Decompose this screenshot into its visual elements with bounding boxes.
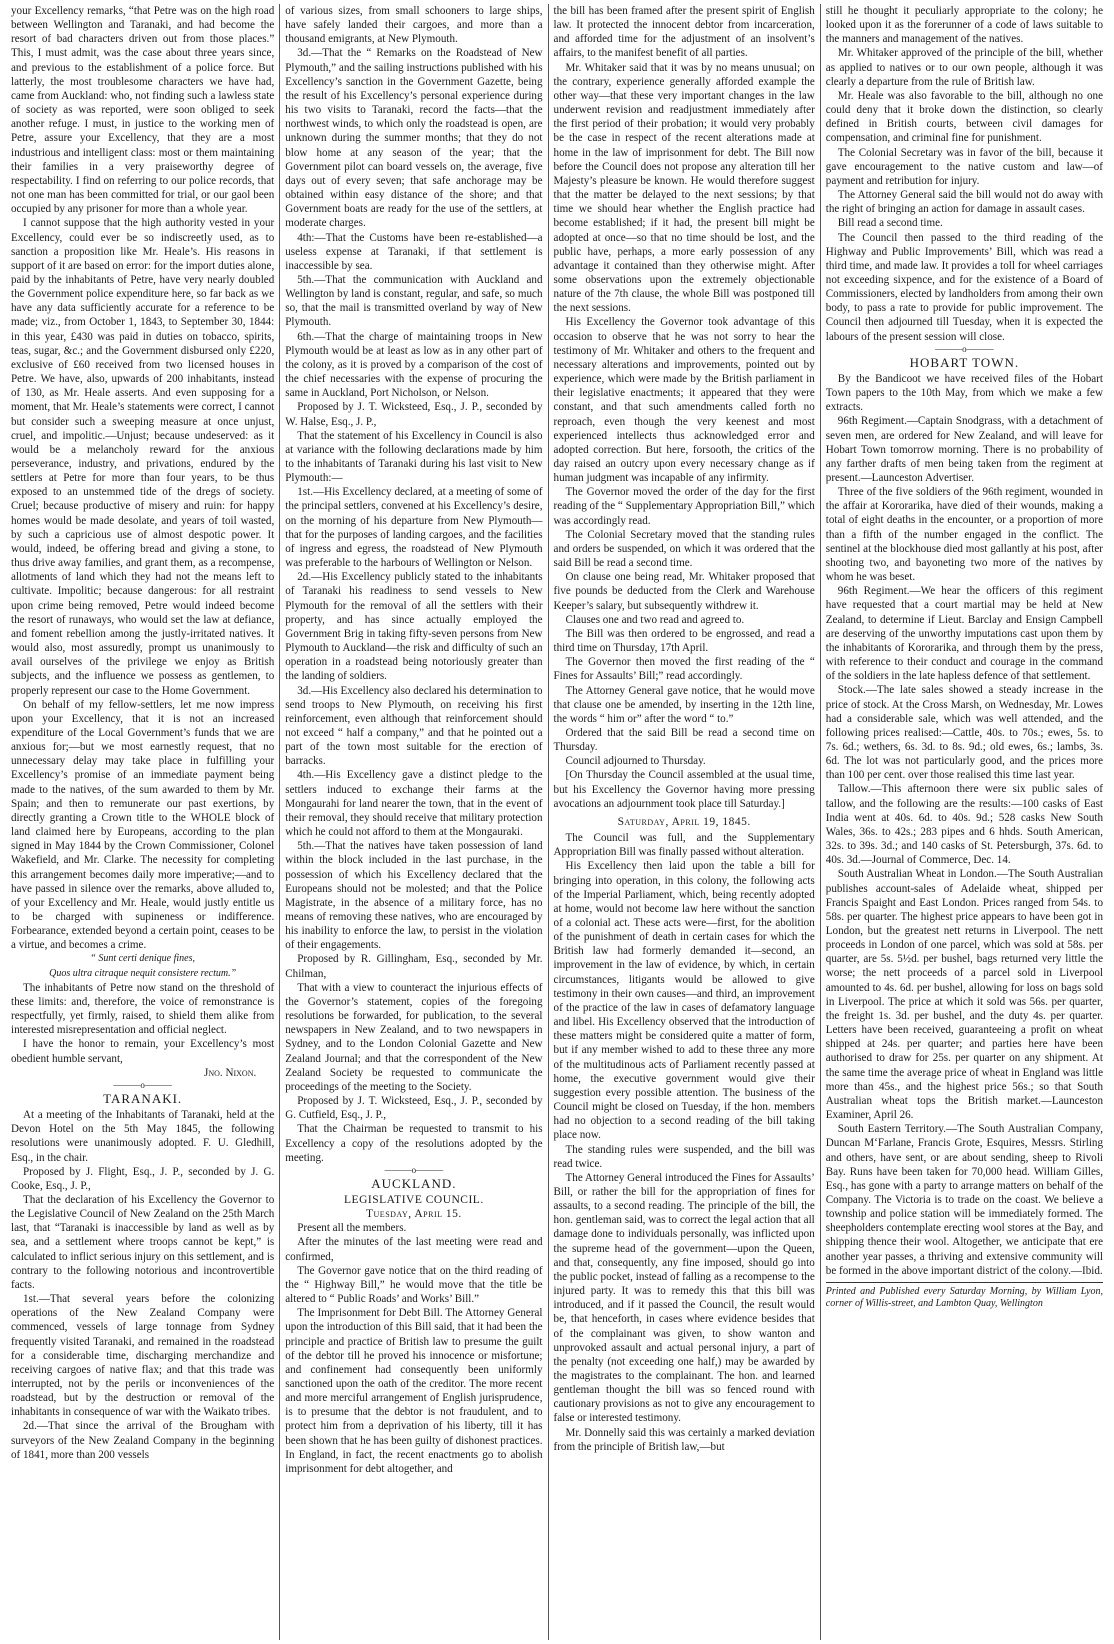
paragraph: That with a view to counteract the injurious effects of the Governor’s statement, copies of the foregoing resolutions be forwarded, for publication, to the several newspapers in New Zealand, and to two newspapers in Sydney, and to the London Colonial Gazette and New Zealand Journal; and that the correspondent of the New Zealand Society be requested to communicate the proceedings of the meeting to the Society. [285,981,543,1093]
paragraph: 96th Regiment.—We hear the officers of this regiment have requested that a court martial may be held at New Zealand, to determine if Lieut. Barclay and Ensign Campbell are deserving of the unworthy imputations cast upon them by the inhabitants of Kororarika, and through them by the press, with reference to their conduct and courage in the command of the soldiers in the late hapless defence of that settlement. [825,585,1103,683]
column-4 [821,4,1108,1640]
paragraph: That the Chairman be requested to transmit to his Excellency a copy of the resolutions adopted by the meeting. [285,1123,543,1164]
section-heading-hobart-town: HOBART TOWN. [909,354,1020,370]
paragraph: your Excellency remarks, “that Petre was on the high road between Wellington and Taranaki, and had become the resort of bad characters driven out from those places.” This, I must admit, was the case about three years since, and previous to the establishment of a police force. But latterly, the most troublesome characters we have had, came from Auckland: who, not finding such a lawless state of society as was reported, were soon obliged to seek another refuge. I must, in justice to the working men of Petre, assure your Excellency, that they are a most industrious and intelligent class: most or them maintaining their families in a very praiseworthy degree of respectability. I find on referring to our police records, that not one man has been committed for trial, or our gaol been occupied by any prisoner for more than a whole year. [11,5,275,216]
paragraph: The Attorney General introduced the Fines for Assaults’ Bill, or rather the bill for the appropriation of fines for assaults, to a second reading. The principle of the bill, the hon. gentleman said, was to correct the legal action that all damage done to individuals personally, was inflicted upon the supreme head of the government—upon the Queen, and that, consequently, any fine imposed, should go into the public pocket, instead of falling as a recompense to the injured party. It was to remedy this that this bill was introduced, and if it passed the Council, the result would be, that henceforth, in cases where evidence besides that of the complainant was given, to show wanton and unprovoked assault and actual personal injury, a part of the penalty (not exceeding one half,) may be awarded by the magistrates to the complainant. The hon. and learned gentleman thought the bill was so fenced round with cautionary provisions as not to give any encouragement to false or interested testimony. [553,1171,815,1425]
paragraph: That the declaration of his Excellency the Governor to the Legislative Council of New Zealand on the 25th March last, that “Taranaki is inaccessible by land as well as by sea, and a settlement where troops cannot be kept,” is calculated to inflict serious injury on this settlement, and is contrary to the following notorious and incontrovertible facts. [11,1193,275,1291]
paragraph: The Council then passed to the third reading of the Highway and Public Improvements’ Bill, which was read a third time, and made law. It provides a toll for wheel carriages not exceeding sixpence, and for the existence of a Board of Commissioners, elected by landholders from among their own body, to pass a rate to provide for public improvement. The Council then adjourned till Tuesday, when it is expected the labours of the present session will close. [825,231,1103,343]
paragraph: After the minutes of the last meeting were read and confirmed, [285,1236,543,1263]
session-date: Tuesday, April 15. [366,1208,462,1221]
paragraph: Present all the members. [297,1222,407,1235]
column-1 [6,4,279,1640]
paragraph: the bill has been framed after the present spirit of English law. It protected the innocent debtor from incarceration, and afforded time for the adjustment of an insolvent’s affairs, to the manifest benefit of all parties. [553,5,815,60]
printer-imprint: Printed and Published every Saturday Morning, by William Lyon, corner of Willis-street, and Lambton Quay, Wellington [826,1282,1103,1310]
paragraph: The Governor gave notice that on the third reading of the “ Highway Bill,” he would move that the title be altered to “ Public Roads’ and Works’ Bill.” [285,1264,543,1306]
paragraph: Council adjourned to Thursday. [565,755,706,768]
section-separator: ———o——— [935,343,994,354]
section-heading-taranaki: TARANAKI. [103,1090,183,1106]
paragraph: Proposed by J. T. Wicksteed, Esq., J. P., seconded by G. Cutfield, Esq., J. P., [285,1095,543,1122]
paragraph: His Excellency the Governor took advantage of this occasion to observe that he was not sorry to hear the testimony of Mr. Whitaker and others to the frequent and necessary alterations and improvements, pointed out by experience, which were made by the British parliament in their legislative enactments; it appeared that they were constant, and that such amendments called forth no reproach, even though the very keenest and most experienced intellects thus acknowledged error and adopted correction. But here, forsooth, the critics of the day raised an outcry upon every necessary change as if human judgment was incapable of any infirmity. [553,316,815,485]
paragraph: Mr. Whitaker said that it was by no means unusual; on the contrary, experience generally afforded example the other way—that these very important changes in the law underwent revision and readjustment immediately after the first period of their probation; it would very probably be the case in respect of the recent alterations made at home in the law of imprisonment for debt. The Bill now before the Council does not propose any alteration till her Majesty’s pleasure be known. He would therefore suggest that the matter be delayed to the next sessions; by that time we should hear whether the English practice had become established; if it had, the present bill might be adopted at once—so that no time should be lost, and the public have, perhaps, a more early possession of any advantage it contained than they otherwise might. After some observations upon the extremely objectionable nature of the 7th clause, the whole Bill was postponed till the next sessions. [553,61,815,315]
paragraph: On clause one being read, Mr. Whitaker proposed that five pounds be deducted from the Clerk and Warehouse Keeper’s salary, but subsequently withdrew it. [553,571,815,612]
paragraph: Ordered that the said Bill be read a second time on Thursday. [553,726,815,754]
section-separator: ———o——— [384,1164,444,1175]
paragraph: The Colonial Secretary was in favor of the bill, because it gave encouragement to the native custom and law—of payment and retribution for injury. [825,146,1103,187]
paragraph: The Council was full, and the Supplementary Appropriation Bill was finally passed without alteration. [553,832,815,859]
paragraph: 3d.—His Excellency also declared his determination to send troops to New Plymouth, on receiving his first reinforcement, even although that reinforcement should not exceed “ half a company,” and that he pointed out a part of the town most suitable for the erection of barracks. [285,684,543,768]
newspaper-page [6,4,1108,1640]
paragraph: The Governor then moved the first reading of the “ Fines for Assaults’ Bill;” read accordingly. [553,656,815,683]
paragraph: 1st.—That several years before the colonizing operations of the New Zealand Company were commenced, vessels of large tonnage from Sydney frequently visited Taranaki, and remained in the roadstead for a considerable time, discharging merchandize and receiving cargoes of native flax; and that this trade was interrupted, not by the perils or inconveniences of the roadstead, but by the destruction or removal of the inhabitants in consequence of war with the Waikato tribes. [11,1293,275,1419]
paragraph: Tallow.—This afternoon there were six public sales of tallow, and the following are the results:—100 casks of East India went at 40s. 6d. to 40s. 9d.; 528 casks New South Wales, 36s. to 42s.; 283 pipes and 6 hhds. South American, 32s. to 39s. 3d.; and 140 casks of St. Petersburgh, 37s. 6d. to 40s. 3d.—Journal of Commerce, Dec. 14. [825,783,1103,867]
paragraph: I have the honor to remain, your Excellency’s most obedient humble servant, [11,1038,275,1065]
paragraph: 96th Regiment.—Captain Snodgrass, with a detachment of seven men, are ordered for New Zealand, and will leave for Hobart Town tomorrow morning. There is no probability of any farther drafts of men being taken from the regiment at present.—Launceston Advertiser. [825,415,1103,484]
paragraph: 1st.—His Excellency declared, at a meeting of some of the principal settlers, convened at his Excellency’s desire, on the morning of his departure from New Plymouth—that for the purposes of landing cargoes, and the facilities of ingress and egress, the roadstead of New Plymouth was preferable to the harbours of Wellington or Nelson. [285,486,543,570]
paragraph: Mr. Heale was also favorable to the bill, although no one could deny that it broke down the distinction, so clearly defined in British courts, between civil damages for compensation, and criminal fine for punishment. [825,89,1103,145]
paragraph: Clauses one and two read and agreed to. [565,613,745,626]
paragraph: Mr. Donnelly said this was certainly a marked deviation from the principle of British law,—but [553,1426,815,1453]
paragraph: The Colonial Secretary moved that the standing rules and orders be suspended, on which it was ordered that the said Bill be read a second time. [553,528,815,570]
latin-quote-line-1: “ Sunt certi denique fines, [90,953,195,965]
paragraph: His Excellency then laid upon the table a bill for bringing into operation, in this colony, the following acts of the Imperial Parliament, which, being recently adopted at home, would not become law here without the sanction of a colonial act. These acts were—first, for the abolition of the punishment of death in certain cases for which the British law had formerly demanded it—second, an improvement in the law of evidence, by which, in certain circumstances, litigants would be allowed to give testimony in their own causes—and third, an improvement of the practice of the law in cases of defamatory language and libel. His Excellency observed that the introduction of these matters might be considered quite a matter of form, but if any member wished to add to these three any more of the multitudinous acts of Parliament recently passed at home, the executive government would give their suggestion every possible attention. The business of the Council might be closed on Tuesday, if the hon. members had no objection to a second reading of the bill taking place now. [553,860,815,1142]
section-separator: ———o——— [113,1079,172,1090]
signature: Jno. Nixon. [204,1066,257,1079]
paragraph: The Attorney General gave notice, that he would move that clause one be amended, by inserting in the 12th line, the words “ him or” after the word “ to.” [553,684,815,725]
paragraph: At a meeting of the Inhabitants of Taranaki, held at the Devon Hotel on the 5th May 1845, the following resolutions were unanimously adopted. F. U. Gledhill, Esq., in the chair. [11,1109,275,1164]
paragraph: 2d.—His Excellency publicly stated to the inhabitants of Taranaki his readiness to send vessels to New Plymouth for the removal of all the settlers with their property, and has since actually employed the Government Brig in taking fifty-seven persons from New Plymouth to Auckland—the risk and difficulty of such an operation in a roadstead being notoriously greater than the landing of soldiers. [285,571,543,683]
paragraph: By the Bandicoot we have received files of the Hobart Town papers to the 10th May, from which we make a few extracts. [825,372,1103,414]
column-3 [549,4,820,1640]
section-heading-auckland: AUCKLAND. [371,1175,457,1191]
paragraph: Proposed by R. Gillingham, Esq., seconded by Mr. Chilman, [285,953,543,980]
paragraph: 3d.—That the “ Remarks on the Roadstead of New Plymouth,” and the sailing instructions published with his Excellency’s sanction in the Government Gazette, being the result of his Excellency’s personal experience during his two visits to Taranaki, record the facts—that the northwest winds, to which only the roadstead is open, are unknown during the summer months; that they do not blow home at any season of the year; that the Government pilot can board vessels on, the average, five days out of every seven; that safe anchorage may be obtained within easy distance of the shore; and that Government boats are ready for the use of the settlers, at moderate charges. [285,47,543,230]
paragraph: Bill read a second time. [837,217,943,230]
paragraph: The Imprisonment for Debt Bill. The Attorney General upon the introduction of this Bill said, that it had been the principle and practice of British law to presume the guilt of the debtor till he proved his innocence or misfortune; and confinement had consequently been uniformly sanctioned upon the oath of the creditor. The more recent and more merciful arrangement of English jurisprudence, is to presume that the debtor is not fraudulent, and to protect him from a deprivation of his liberty, till it has been shown that he has been guilty of dishonest practices. In England, in fact, the recent enactments go to abolish imprisonment for debt altogether, and [285,1307,543,1475]
paragraph: Mr. Whitaker approved of the principle of the bill, whether as applied to natives or to our own people, although it was clearly a departure from the rule of British law. [825,47,1103,88]
paragraph: 4th.—His Excellency gave a distinct pledge to the settlers induced to exchange their farms at the Mongaurahi for land nearer the town, that in the event of their removal, they should receive that military protection which he could not afford to them at the Mongauraki. [285,769,543,839]
paragraph: South Australian Wheat in London.—The South Australian publishes account-sales of Adelaide wheat, shipped per Francis Spaight and East London. Prices ranged from 54s. to 58s. per quarter. The highest price appears to have been got in London, but the greatest nett returns in Liverpool. The nett proceeds in London of one parcel, which was sold at 58s. per quarter, are 5s. 5½d. per bushel, bags returned very little the worse; the nett proceeds of a parcel sold in Liverpool amounted to 4s. 6d. per bushel, allowing for loss on bags sold in Liverpool. The price at which it sold was 56s. per quarter, the freight 1s. 3d. per bushel, and the duty 4s. per quarter. Letters have been received, guaranteeing a profit on wheat shipped at 24s. per quarter; and parties here have been authorised to draw for 25s. per quarter on any shipment. At the same time the average price of wheat in England was little more than 45s., and the highest price 56s.; so that South Australian wheat tops the British market.—Launceston Examiner, April 26. [825,868,1103,1122]
paragraph: On behalf of my fellow-settlers, let me now impress upon your Excellency, that it is not an increased expenditure of the Local Government’s funds that we are anxious for;—but we most earnestly request, that no unnecessary delay may take place in fulfilling your Excellency’s promise of an immediate payment being made to the natives, of the sum awarded to them by Mr. Spain; and then to remunerate our past exertions, by directly granting a Crown title to the WHOLE block of land claimed here by Europeans, according to the plan signed in May 1844 by the Crown Commissioner, Colonel Wakefield, and Mr. Clarke. The necessity for completing this arrangement becomes daily more imperative;—and to have passed in silence over the remarks, above alluded to, of your Excellency and Mr. Heale, would justly entitle us to be charged with supineness or indifference. Forbearance, extended beyond a certain point, ceases to be a virtue, and becomes a crime. [11,698,275,952]
paragraph: South Eastern Territory.—The South Australian Company, Duncan M‘Farlane, Francis Grote, Esquires, Messrs. Stirling and others, have sent, or are about sending, sheep to Rivoli Bay. Runs have been taken for 70,000 head. William Gilles, Esq., has gone with a party to arrange matters on behalf of the Company. The Victoria is to trade on the coast. We believe a township and police station will be immediately formed. The sheepholders contemplate erecting wool stores at the Bay, and shipping thence their wool. Altogether, we anticipate that ere another year passes, a thriving and extensive community will be formed in the above important district of the colony.—Ibid. [825,1123,1103,1277]
paragraph: Proposed by J. Flight, Esq., J. P., seconded by J. G. Cooke, Esq., J. P., [11,1165,275,1192]
paragraph: 4th:—That the Customs have been re-established—a useless expense at Taranaki, if that settlement is inaccessible by sea. [285,231,543,272]
paragraph: The inhabitants of Petre now stand on the threshold of these limits: and, therefore, the voice of remonstrance is respectfully, yet firmly, raised, to shield them alike from interested misrepresentation and official neglect. [11,981,275,1037]
paragraph: of various sizes, from small schooners to large ships, have safely landed their cargoes, and more than a thousand emigrants, at New Plymouth. [285,5,543,46]
column-2 [280,4,547,1640]
session-date: Saturday, April 19, 1845. [617,815,751,828]
paragraph: I cannot suppose that the high authority vested in your Excellency, could ever be so indiscreetly used, as to sanction a proposition like Mr. Heale’s. His reasons in support of it are based on error: for the import duties alone, paid by the inhabitants of Petre, have very nearly doubled the Government police expenditure here, so far back as we have any data sufficiently accurate for a reference to be made; viz., from October 1, 1843, to September 30, 1844: in this year, £430 was paid in duties on tobacco, spirits, teas, sugar, &c.; and the Government disbursed only £220, exclusive of £60 received from two licensed houses in Petre. We have, also, upwards of 200 inhabitants, instead of 130, as Mr. Heale asserts. And even supposing for a moment, that Mr. Heale’s statements were correct, I cannot but consider such a sweeping measure at once unjust, cruel, and impolitic.—Unjust; because undeserved: as it would be a melancholy reward for the anxious perseverance, industry, and privations, endured by the settlers at Petre for more than four years, to be thus exposed to an unstemmed tide of the dregs of society. Cruel; because productive of misery and ruin: for happy homes would be made desolate, and years of toil wasted, by such a capricious use of almost despotic power. It would, indeed, be offering bread and giving a stone, to thus drive away families, and grant them, as a recompense, allotments of land which they had not the means left to cultivate. Impolitic; because dangerous: for all restraint upon crime being removed, Petre would indeed become the resort of runaways, who would set the law at defiance, and foment rebellion among the justly-irritated natives. It would also, most assuredly, prompt us unanimously to avail ourselves of the privilege we enjoy as British subjects, and the influence we possess as gentlemen, to properly represent our case to the Home Government. [11,217,275,697]
paragraph: [On Thursday the Council assembled at the usual time, but his Excellency the Governor having more pressing avocations an adjournment took place till Saturday.] [553,769,815,810]
paragraph: still he thought it peculiarly appropriate to the colony; he looked upon it as the forerunner of a code of laws suitable to the manners and management of the natives. [825,5,1103,46]
paragraph: 6th.—That the charge of maintaining troops in New Plymouth would be at least as low as in any other part of the colony, as it is proved by a comparison of the cost of the chief necessaries with the expense of procuring the same in Auckland, Port Nicholson, or Nelson. [285,330,543,400]
subheading-legislative-council: LEGISLATIVE COUNCIL. [344,1193,484,1206]
paragraph: The Governor moved the order of the day for the first reading of the “ Supplementary Appropriation Bill,” which was accordingly read. [553,486,815,527]
paragraph: 5th.—That the communication with Auckland and Wellington by land is constant, regular, and safe, so much so, that the mail is transmitted overland by way of New Plymouth. [285,273,543,329]
paragraph: Three of the five soldiers of the 96th regiment, wounded in the affair at Kororarika, have died of their wounds, making a total of eight deaths in the encounter, or a proportion of more than a fifth of the number engaged in the conflict. The sentinel at the blockhouse died most gallantly at his post, after shooting two, and bayoneting two more of the natives by whom he was beset. [825,486,1103,584]
paragraph: The Attorney General said the bill would not do away with the right of bringing an action for damage in assault cases. [825,189,1103,216]
paragraph: 2d.—That since the arrival of the Brougham with surveyors of the New Zealand Company in the beginning of 1841, more than 200 vessels [11,1420,275,1461]
paragraph: That the statement of his Excellency in Council is also at variance with the following declarations made by him to the inhabitants of Taranaki during his last visit to New Plymouth:— [285,429,543,485]
paragraph: The Bill was then ordered to be engrossed, and read a third time on Thursday, 17th April. [553,627,815,655]
paragraph: 5th.—That the natives have taken possession of land within the block included in the last purchase, in the possession of which his Excellency declared that the Europeans should not be molested; and that the Police Magistrate, in the absence of a military force, has no means of removing these natives, who are encouraged by his inability to enforce the law, to persist in the violation of their engagements. [285,840,543,952]
paragraph: Proposed by J. T. Wicksteed, Esq., J. P., seconded by W. Halse, Esq., J. P., [285,401,543,428]
latin-quote-line-2: Quos ultra citraque nequit consistere rectum.” [49,967,237,979]
paragraph: Stock.—The late sales showed a steady increase in the price of stock. At the Cross Marsh, on Wednesday, Mr. Lowes had a considerable sale, which was well attended, and the following prices realised:—Cattle, 40s. to 70s.; ewes, 5s. to 7s. 6d.; wethers, 6s. 3d. to 8s. 9d.; old ewes, 6s.; lambs, 3s. 6d. The lot was not particularly good, and the prices more than 100 per cent. over those realised this time last year. [825,684,1103,782]
paragraph: The standing rules were suspended, and the bill was read twice. [553,1143,815,1170]
